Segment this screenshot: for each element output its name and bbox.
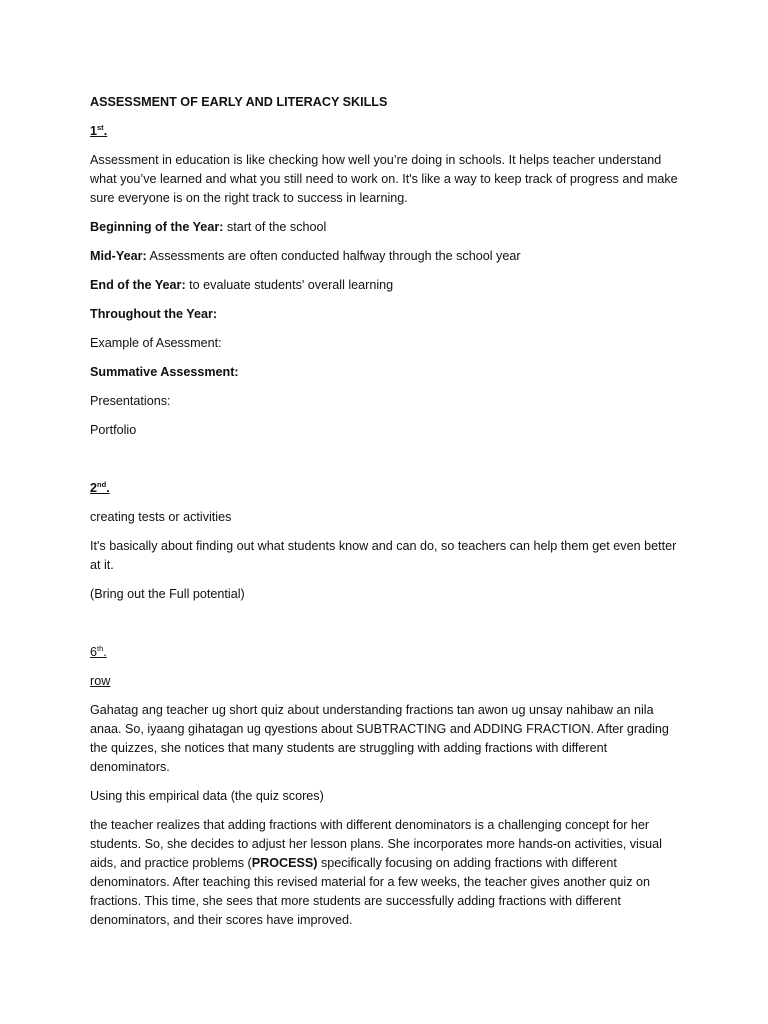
- portfolio: Portfolio: [90, 423, 137, 437]
- section-1-heading: [90, 122, 680, 141]
- process-label: PROCESS): [251, 856, 318, 870]
- section-6-paragraph-2: Using this empirical data (the quiz scores): [90, 789, 324, 803]
- example-of-assessment: Example of Asessment:: [90, 336, 222, 350]
- section-1-intro: Assessment in education is like checking how well you’re doing in schools. It helps teacher understand what you’ve learned and what you still need to work on. It's like a way to keep track of progress and make sure everyone is on the right track to success in learning.: [90, 153, 678, 205]
- item-throughout-year: [90, 305, 680, 324]
- item-mid-year: [90, 247, 680, 266]
- item-beginning-text: start of the school: [223, 220, 327, 234]
- section-2-line-3: (Bring out the Full potential): [90, 587, 245, 601]
- document-title: ASSESSMENT OF EARLY AND LITERACY SKILLS: [90, 95, 388, 109]
- presentations: Presentations:: [90, 394, 171, 408]
- item-beginning-of-year: [90, 218, 680, 237]
- section-2-heading: [90, 479, 680, 498]
- section-2-line-2: It's basically about finding out what students know and can do, so teachers can help them get even better at it.: [90, 539, 677, 572]
- section-6-paragraph-3: [90, 816, 680, 930]
- section-1-dot: .: [103, 124, 108, 138]
- section-2-suffix: nd: [97, 480, 107, 489]
- item-end-label: End of the Year:: [90, 278, 186, 292]
- section-6-number: 6: [90, 645, 98, 659]
- section-2-dot: .: [106, 481, 110, 495]
- row-label: row: [90, 674, 111, 688]
- item-end-text: to evaluate students' overall learning: [185, 278, 394, 292]
- item-throughout-label: Throughout the Year:: [90, 307, 218, 321]
- section-2-line-1: creating tests or activities: [90, 510, 232, 524]
- item-beginning-label: Beginning of the Year:: [90, 220, 224, 234]
- summative-assessment-label: Summative Assessment:: [90, 365, 239, 379]
- section-1-suffix: st: [97, 123, 104, 132]
- summative-assessment: [90, 363, 680, 382]
- item-mid-year-label: Mid-Year:: [90, 249, 147, 263]
- item-end-of-year: [90, 276, 680, 295]
- document-body: [90, 93, 680, 940]
- section-6-heading: [90, 643, 680, 662]
- section-6-suffix: th: [97, 644, 104, 653]
- section-2-number: 2: [90, 481, 98, 495]
- section-1-number: 1: [90, 124, 98, 138]
- section-6-dot: .: [103, 645, 107, 659]
- section-6-paragraph-1: Gahatag ang teacher ug short quiz about understanding fractions tan awon ug unsay nahibaw an nila anaa. So, iyaang gihatagan ug qyestions about SUBTRACTING and ADDING FRACTION. After grading the quizzes, she notices that many students are struggling with adding fractions with different denominators.: [90, 703, 669, 774]
- paragraph-3-before: the teacher realizes that adding fractions with different denominators is a challenging concept for her students. So, she decides to adjust her lesson plans. She incorporates more hands-on activities, visual aids, and practice problems (: [90, 818, 662, 870]
- item-mid-year-text: Assessments are often conducted halfway through the school year: [146, 249, 521, 263]
- paragraph-3-after: specifically focusing on adding fractions with different denominators. After teaching this revised material for a few weeks, the teacher gives another quiz on fractions. This time, she sees that more students are successfully adding fractions with different denominators, and their scores have improved.: [90, 856, 651, 927]
